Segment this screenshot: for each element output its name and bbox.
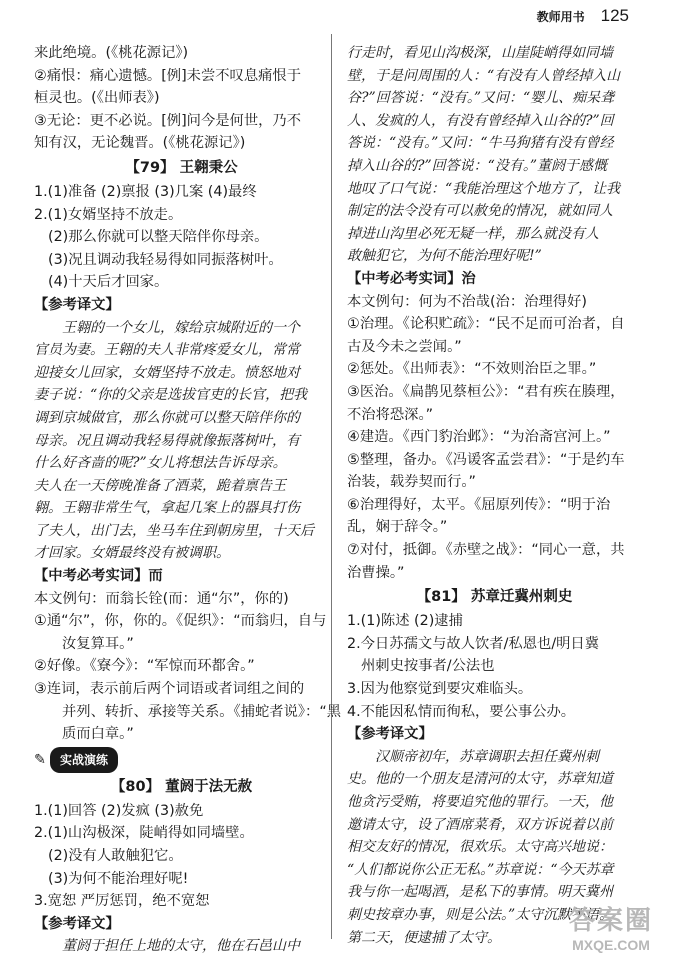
text-line: 2.(1)山沟极深，陡峭得如同墙壁。 xyxy=(34,825,254,842)
text-line: ⑥治理得好，太平。《屈原列传》：“明于治 xyxy=(347,496,611,513)
text-line: 知有汉，无论魏晋。(《桃花源记》) xyxy=(34,135,246,152)
text-line: 古及今未之尝闻。” xyxy=(347,338,462,355)
text-line: 3.宽恕 严厉惩罚，绝不宽恕 xyxy=(34,893,210,910)
translation-line: 第二天，便逮捕了太守。 xyxy=(347,929,501,946)
text-line: (2)没有人敢触犯它。 xyxy=(48,848,183,864)
section-title: 【80】 董阏于法无赦 xyxy=(110,778,253,795)
text-line: ④建造。《西门豹治邺》：“为治斋宫河上。” xyxy=(347,429,611,446)
text-line: 桓灵也。(《出师表》) xyxy=(34,90,160,107)
translation-line: 汉顺帝初年，苏章调职去担任冀州刺 xyxy=(375,748,599,765)
text-line: ⑦对付，抵御。《赤壁之战》：“同心一意，共 xyxy=(347,542,625,559)
text-line: ②惩处。《出师表》：“不效则治臣之罪。” xyxy=(347,361,597,378)
text-line: ②好像。《寮今》：“军惊而环都舍。” xyxy=(34,658,255,675)
text-line: (3)为何不能治理好呢! xyxy=(48,870,189,887)
translation-line: 了夫人，出门去，坐马车住到朝房里，十天后 xyxy=(34,522,314,539)
practice-section-header xyxy=(34,746,329,774)
text-line: ①通“尔”，你，你的。《促织》：“而翁归，自与 xyxy=(34,613,327,630)
practice-badge xyxy=(34,747,118,774)
section-tag: 【参考译文】 xyxy=(34,296,120,313)
translation-line: 官员为妻。王翱的夫人非常疼爱女儿，常常 xyxy=(34,342,300,359)
translation-line: 掉进山沟里必死无疑一样，那么就没有人 xyxy=(347,225,599,242)
translation-line: 妻子说：“你的父亲是选拔官吏的长官，把我 xyxy=(34,387,308,404)
page-header xyxy=(537,6,629,26)
watermark xyxy=(569,900,653,953)
translation-line: 史。他的一个朋友是清河的太守，苏章知道 xyxy=(347,771,613,788)
text-line: 治装，载券契而行。” xyxy=(347,474,476,491)
translation-line: 邀请太守，设了酒席菜肴，双方诉说着以前 xyxy=(347,816,613,833)
text-line: 2.(1)女婿坚持不放走。 xyxy=(34,206,183,223)
text-line: 不治将恐深。” xyxy=(347,406,434,423)
section-tag: 【中考必考实词】治 xyxy=(347,270,476,287)
translation-line: 刺史按章办事，则是公法。”太守沉默不语。 xyxy=(347,906,614,923)
text-line: 4.不能因私情而徇私，要公事公办。 xyxy=(347,703,576,720)
translation-line: 敢触犯它，为何不能治理好呢!” xyxy=(347,248,542,265)
text-line: 并列、转折、承接等关系。《捕蛇者说》：“黑 xyxy=(62,703,342,720)
text-line: (4)十天后才回家。 xyxy=(48,274,169,291)
translation-line: 地叹了口气说：“我能治理这个地方了，让我 xyxy=(347,180,621,197)
text-line: 治曹操。” xyxy=(347,564,405,581)
text-line: 本文例句：而翁长铨(而：通“尔”，你的) xyxy=(34,590,289,607)
text-line: 汝复算耳。” xyxy=(62,635,134,652)
text-line: 3.因为他察觉到要灾难临头。 xyxy=(347,681,533,698)
translation-line: 我与你一起喝酒，是私下的事情。明天冀州 xyxy=(347,884,613,901)
translation-line: 壁，于是问周围的人：“有没有人曾经掉入山 xyxy=(347,67,621,84)
translation-line: 答说：“没有。”又问：“牛马狗猪有没有曾经 xyxy=(347,135,614,152)
text-line: 2.今日苏孺文与故人饮者/私恩也/明日冀 xyxy=(347,635,600,652)
translation-line: 谷?”回答说：“没有。”又问：“婴儿、痴呆聋 xyxy=(347,90,615,107)
book-label: 教师用书 xyxy=(536,10,585,24)
translation-line: 行走时，看见山沟极深，山崖陡峭得如同墙 xyxy=(347,45,613,61)
text-line: (2)那么你就可以整天陪伴你母亲。 xyxy=(48,229,269,246)
translation-line: 什么好吝啬的呢?”女儿将想法告诉母亲。 xyxy=(34,455,287,472)
translation-line: 董阏于担任上地的太守，他在石邑山中 xyxy=(62,938,300,955)
text-line: ③无论：更不必说。[例]问今是何世，乃不 xyxy=(34,112,302,129)
translation-line: 才回家。女婿最终没有被调职。 xyxy=(34,545,230,562)
text-line: 1.(1)回答 (2)发疯 (3)赦免 xyxy=(34,802,204,819)
text-line: 本文例句：何为不治哉(治：治理得好) xyxy=(347,293,587,310)
text-line: ③医治。《扁鹊见蔡桓公》：“君有疾在腠理， xyxy=(347,383,625,400)
translation-line: 制定的法令没有可以赦免的情况，就如同人 xyxy=(347,203,613,220)
translation-line: 母亲。况且调动我轻易得就像振落树叶，有 xyxy=(34,432,300,449)
text-line: ②痛恨：痛心遗憾。[例]未尝不叹息痛恨于 xyxy=(34,67,302,84)
column-divider xyxy=(331,34,332,939)
practice-label: 实战演练 xyxy=(50,747,118,774)
translation-line: 掉入山谷的?”回答说：“没有。”董阏于感慨 xyxy=(347,157,607,174)
pencil-icon: ✎ xyxy=(34,751,46,768)
left-column xyxy=(34,42,342,958)
translation-line: 他贪污受贿，将要追究他的罪行。一天，他 xyxy=(347,794,613,810)
watermark-logo: 答案圈 xyxy=(568,906,653,936)
right-column xyxy=(347,42,642,949)
text-line: ③连词，表示前后两个词语或者词组之间的 xyxy=(34,681,305,698)
text-line: 1.(1)准备 (2)禀报 (3)几案 (4)最终 xyxy=(34,183,257,200)
text-line: (3)况且调动我轻易得如同振落树叶。 xyxy=(48,251,283,268)
text-line: 1.(1)陈述 (2)逮捕 xyxy=(347,613,463,630)
section-tag: 【参考译文】 xyxy=(347,726,433,743)
page-number: 125 xyxy=(600,6,629,25)
translation-line: 王翱的一个女儿，嫁给京城附近的一个 xyxy=(62,319,300,336)
text-line: 质而白章。” xyxy=(62,726,134,743)
watermark-url: MXQE.COM xyxy=(572,937,650,953)
text-line: ①治理。《论积贮疏》：“民不足而可治者，自 xyxy=(347,316,625,333)
text-line: ⑤整理，备办。《冯谖客孟尝君》：“于是约车 xyxy=(347,451,625,468)
translation-line: 调到京城做官，那么你就可以整天陪伴你的 xyxy=(34,409,300,426)
translation-line: 人、发疯的人，有没有曾经掉入山谷的?”回 xyxy=(347,112,614,129)
section-tag: 【中考必考实词】而 xyxy=(34,568,163,585)
text-line: 乱，娴于辞令。” xyxy=(347,519,448,536)
translation-line: 迎接女儿回家，女婿坚持不放走。愤怒地对 xyxy=(34,364,300,381)
section-title: 【79】 王翱秉公 xyxy=(125,159,238,176)
translation-line: 翱。王翱非常生气，拿起几案上的器具打伤 xyxy=(34,500,300,517)
translation-line: 夫人在一天傍晚准备了酒菜，跪着禀告王 xyxy=(34,477,286,494)
section-title: 【81】 苏章迁冀州刺史 xyxy=(416,589,573,606)
translation-line: 相交友好的情况，很欢乐。太守高兴地说： xyxy=(347,839,613,856)
translation-line: “人们都说你公正无私。”苏章说：“今天苏章 xyxy=(347,861,614,878)
text-line: 来此绝境。(《桃花源记》) xyxy=(34,45,189,61)
text-line: 州刺史按事者/公法也 xyxy=(361,658,495,675)
section-tag: 【参考译文】 xyxy=(34,915,120,932)
